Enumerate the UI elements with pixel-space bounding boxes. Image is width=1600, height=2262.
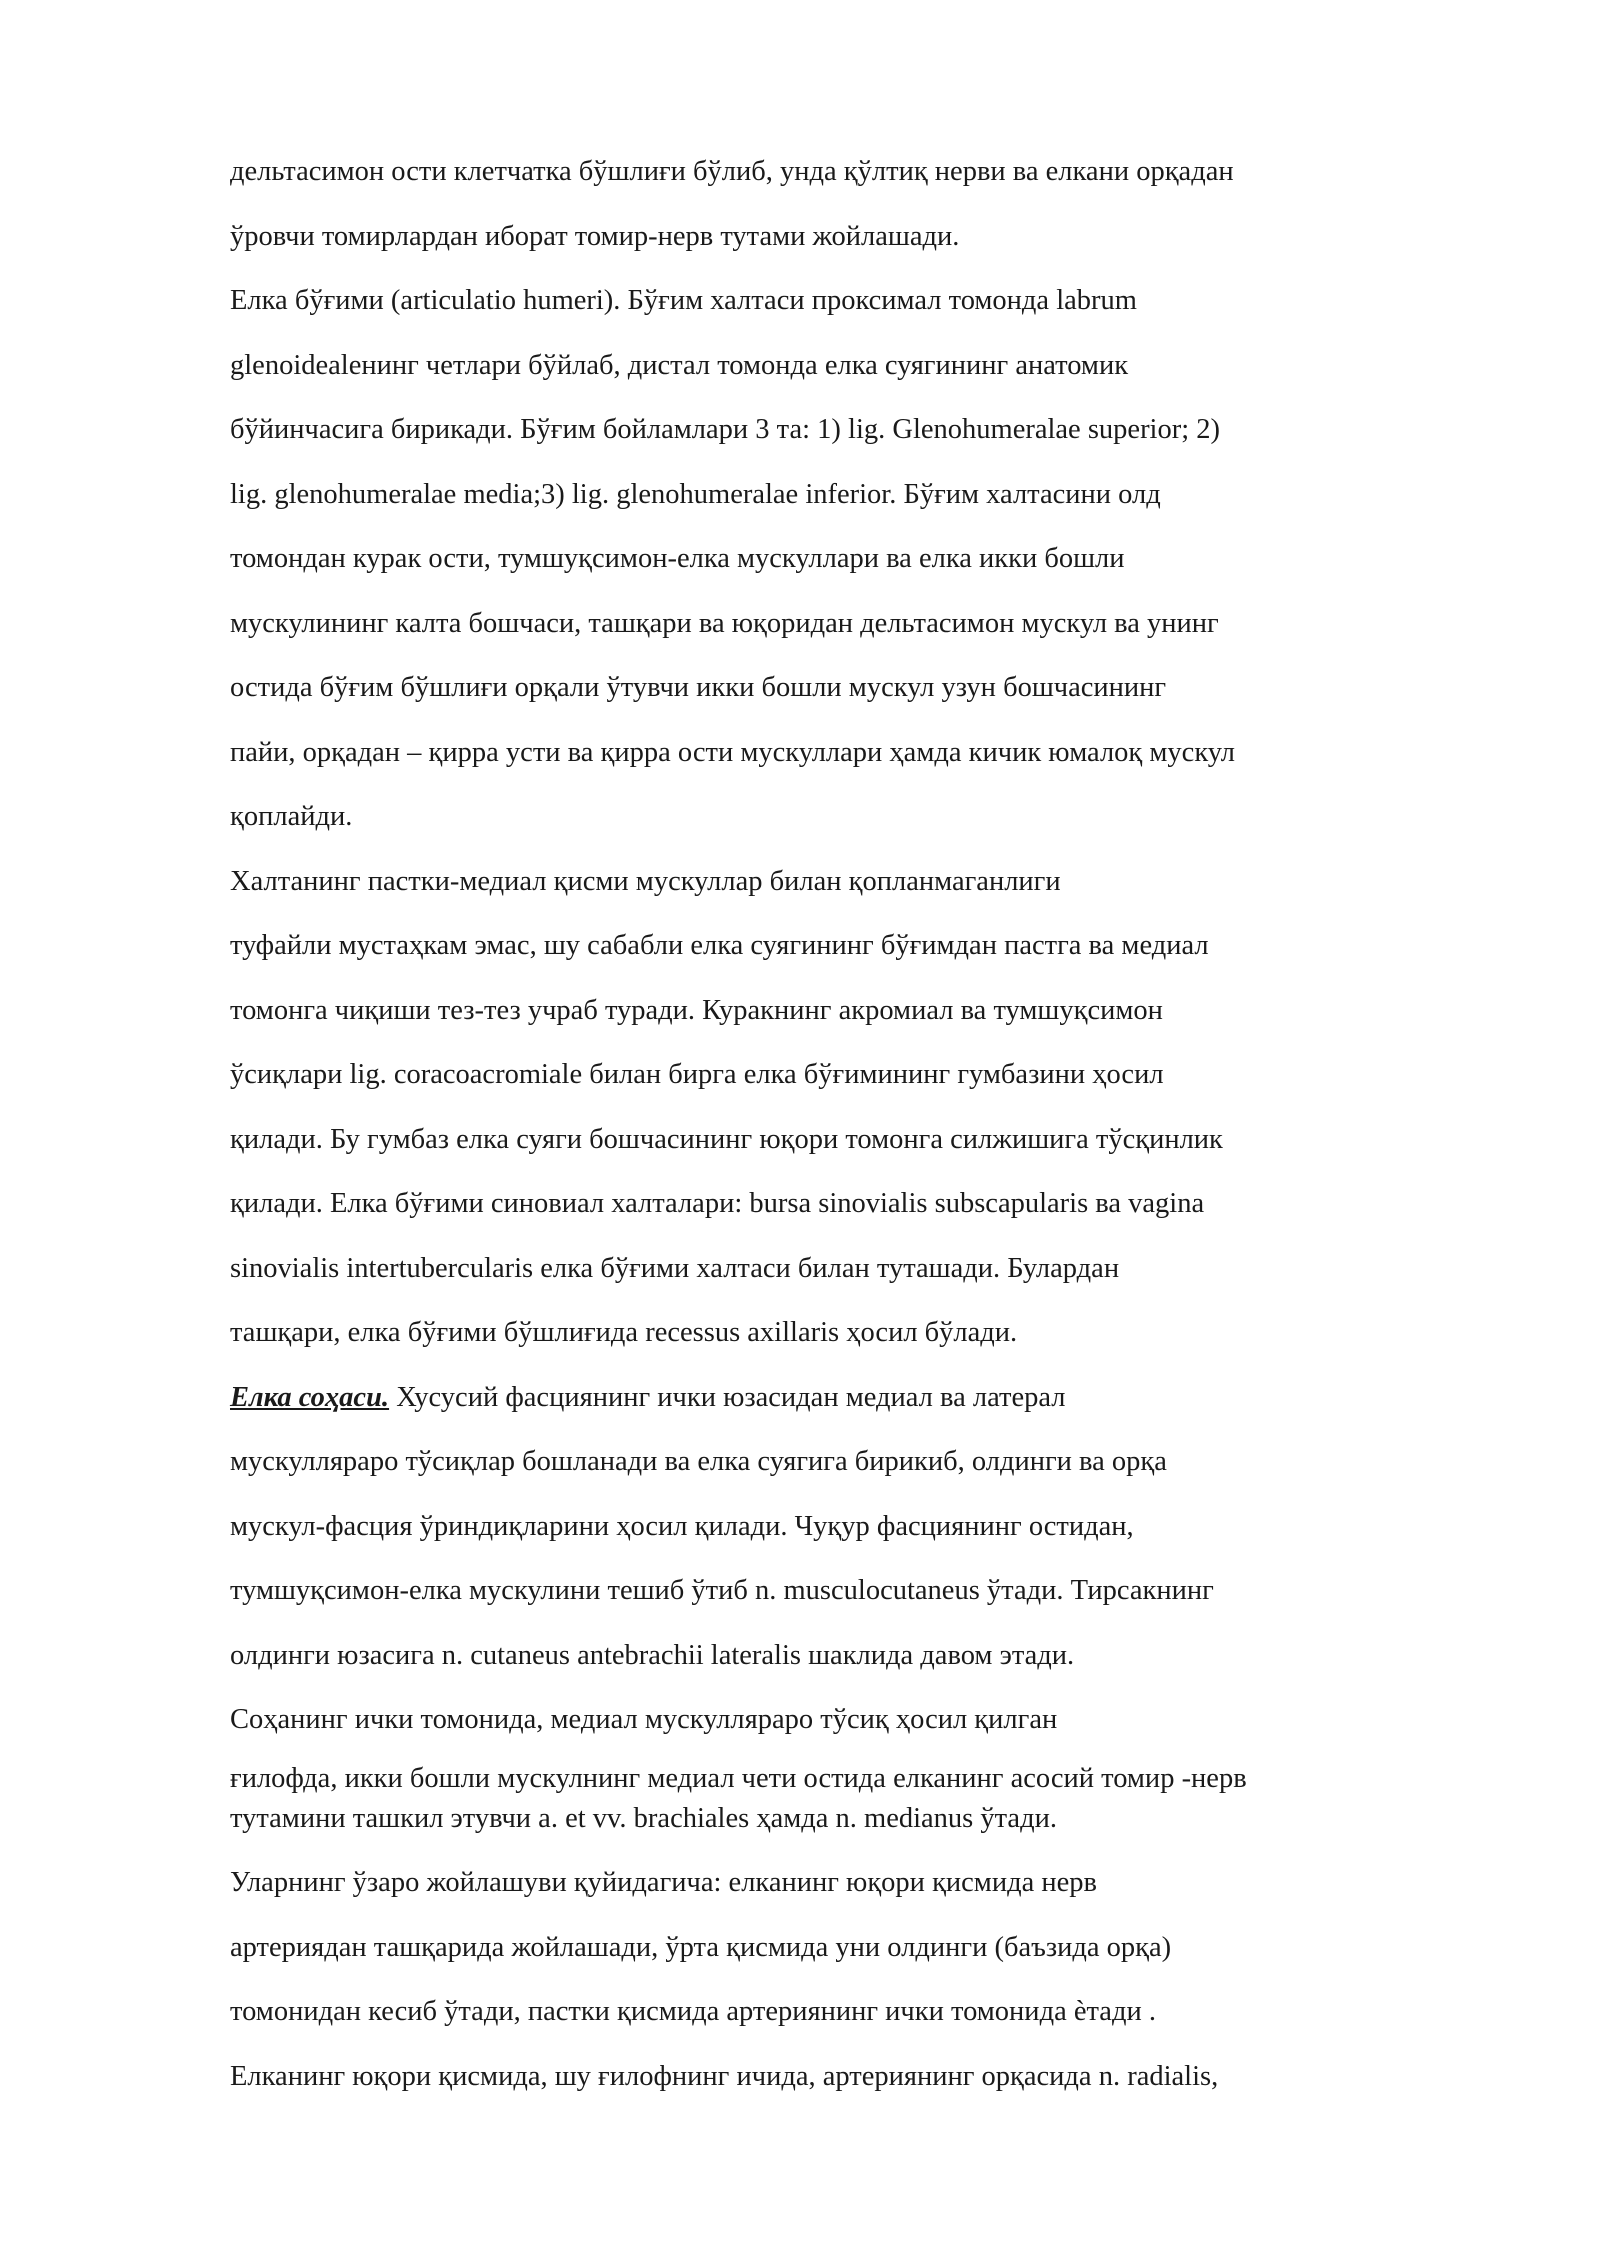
text-line: остида бўғим бўшлиғи орқали ўтувчи икки бошли мускул узун бошчасининг <box>230 672 1167 703</box>
text-line: мускулляраро тўсиқлар бошланади ва елка суягига бирикиб, олдинги ва орқа <box>230 1446 1167 1477</box>
document-body <box>230 148 1480 2117</box>
text-line: тутамини ташкил этувчи a. et vv. brachiales ҳамда n. medianus ўтади. <box>230 1802 1057 1834</box>
text-line: ўровчи томирлардан иборат томир-нерв тутами жойлашади. <box>230 220 960 252</box>
text-line: қилади. Елка бўғими синовиал халталари: bursa sinovialis subscapularis ва vagina <box>230 1188 1205 1219</box>
text-line: олдинги юзасига n. cutaneus antebrachii lateralis шаклида давом этади. <box>230 1639 1075 1671</box>
text-line: sinovialis intertubercularis елка бўғими халтаси билан туташади. Булардан <box>230 1252 1120 1284</box>
text-line: томонга чиқиши тез-тез учраб туради. Куракнинг акромиал ва тумшуқсимон <box>230 994 1163 1026</box>
text-line: бўйинчасига бирикади. Бўғим бойламлари 3 та: 1) lig. Glenohumeralae superior; 2) <box>230 414 1220 445</box>
section-heading: Елка соҳаси. <box>230 1381 390 1413</box>
text-line: Елка бўғими (articulatio humeri). Бўғим халтаси проксимал томонда labrum <box>230 285 1137 316</box>
section-first-line-text: Хусусий фасциянинг ички юзасидан медиал ва латерал <box>389 1381 1066 1413</box>
text-line: Соҳанинг ички томонида, медиал мускулляраро тўсиқ ҳосил қилган <box>230 1704 1058 1735</box>
text-line: дельтасимон ости клетчатка бўшлиғи бўлиб, унда қўлтиқ нерви ва елкани орқадан <box>230 156 1234 187</box>
text-line: Халтанинг пастки-медиал қисми мускуллар билан қопланмаганлиги <box>230 865 1061 897</box>
text-line: Елканинг юқори қисмида, шу ғилофнинг ичида, артериянинг орқасида n. radialis, <box>230 2060 1219 2092</box>
text-line: тумшуқсимон-елка мускулини тешиб ўтиб n. musculocutaneus ўтади. Тирсакнинг <box>230 1575 1214 1606</box>
text-line: қоплайди. <box>230 801 353 832</box>
text-line: артериядан ташқарида жойлашади, ўрта қисмида уни олдинги (баъзида орқа) <box>230 1931 1172 1963</box>
text-line: туфайли мустаҳкам эмас, шу сабабли елка суягининг бўғимдан пастга ва медиал <box>230 930 1209 961</box>
text-line: пайи, орқадан – қирра усти ва қирра ости мускуллари ҳамда кичик юмалоқ мускул <box>230 736 1235 768</box>
text-line: ўсиқлари lig. coracoacromiale билан бирга елка бўғимининг гумбазини ҳосил <box>230 1059 1164 1090</box>
text-line: томонидан кесиб ўтади, пастки қисмида артериянинг ички томонида ѐтади . <box>230 1996 1156 2027</box>
text-line: томондан курак ости, тумшуқсимон-елка мускуллари ва елка икки бошли <box>230 543 1125 574</box>
text-line: қилади. Бу гумбаз елка суяги бошчасининг юқори томонга силжишига тўсқинлик <box>230 1123 1223 1155</box>
text-line: glenoidealенинг четлари бўйлаб, дистал томонда елка суягининг анатомик <box>230 349 1129 381</box>
text-line: ғилофда, икки бошли мускулнинг медиал чети остида елканинг асосий томир -нерв <box>230 1762 1247 1794</box>
section-first-line <box>230 1374 1480 1439</box>
text-line: lig. glenohumeralae media;3) lig. glenohumeralae inferior. Бўғим халтасини олд <box>230 478 1161 510</box>
text-line: Уларнинг ўзаро жойлашуви қуйидагича: елканинг юқори қисмида нерв <box>230 1867 1097 1898</box>
text-line: ташқари, елка бўғими бўшлиғида recessus axillaris ҳосил бўлади. <box>230 1317 1018 1348</box>
text-line: мускулининг калта бошчаси, ташқари ва юқоридан дельтасимон мускул ва унинг <box>230 607 1219 639</box>
text-line: мускул-фасция ўриндиқларини ҳосил қилади. Чуқур фасциянинг остидан, <box>230 1510 1134 1542</box>
